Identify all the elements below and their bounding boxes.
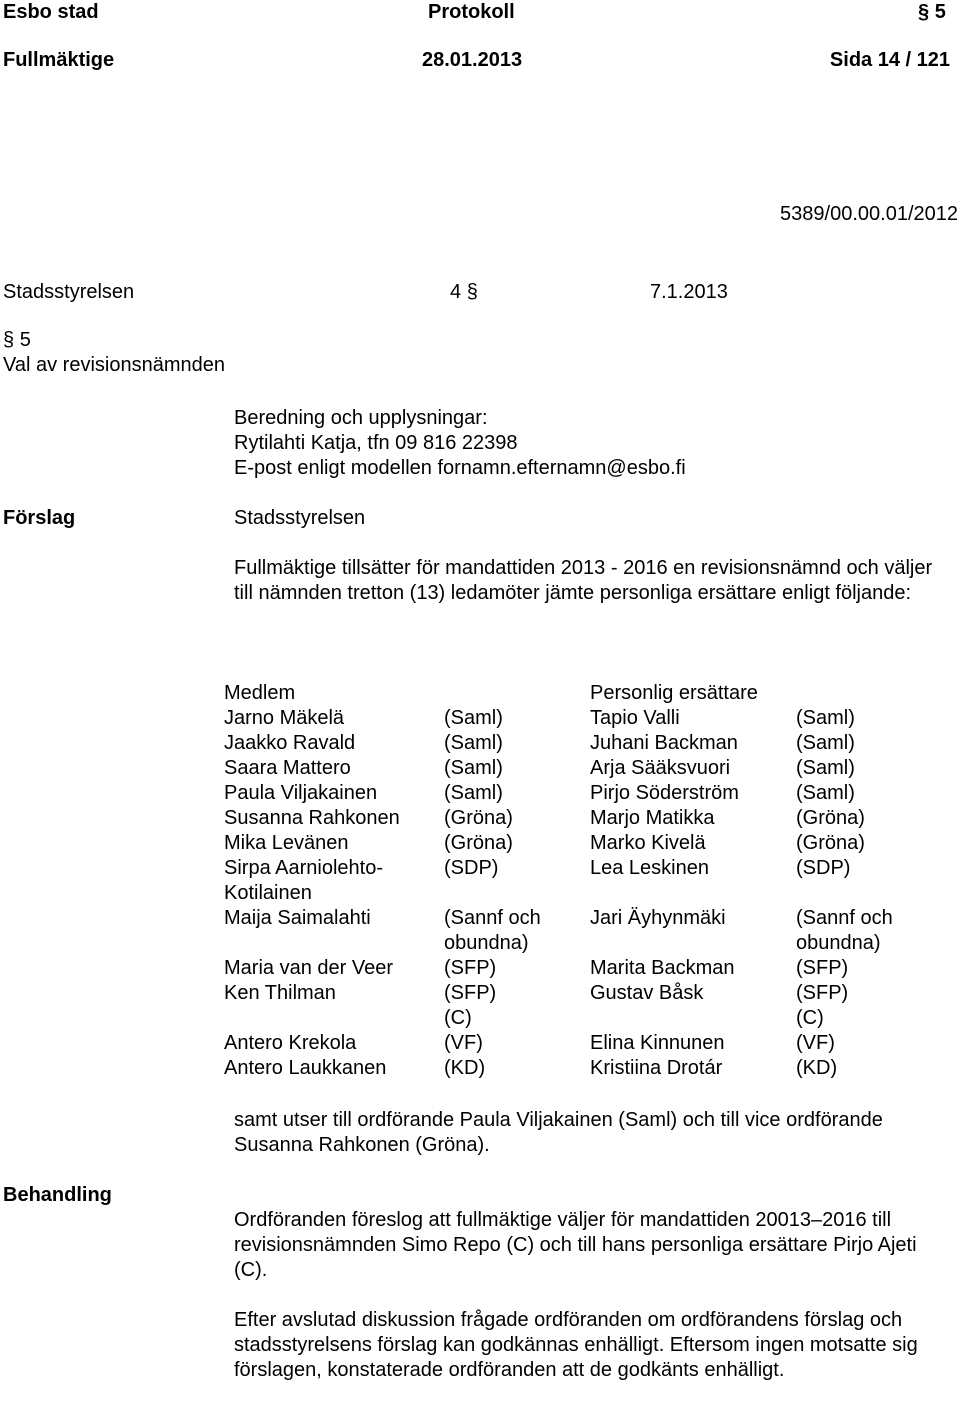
member-name: Susanna Rahkonen xyxy=(224,807,400,829)
substitute-party: (SFP) (C) xyxy=(796,982,849,1029)
section-sign-icon: § xyxy=(466,281,478,303)
section-sign-icon: § xyxy=(918,1,930,23)
table-row xyxy=(224,731,926,756)
member-party: (Saml) xyxy=(444,707,503,729)
section-sign-icon: § xyxy=(3,329,15,351)
header-section-number: 5 xyxy=(934,1,946,23)
member-name: Ken Thilman xyxy=(224,982,336,1004)
table-row xyxy=(224,1056,926,1081)
members-table-header xyxy=(224,681,926,706)
substitute-party: (Saml) xyxy=(796,732,855,754)
item-section xyxy=(3,328,31,353)
preparation-email: E-post enligt modellen fornamn.efternamn@esbo.fi xyxy=(234,457,686,479)
column-header-member: Medlem xyxy=(224,682,296,704)
substitute-name: Marita Backman xyxy=(590,957,735,979)
member-name: Maria van der Veer xyxy=(224,957,393,979)
header-body: Fullmäktige xyxy=(3,49,115,71)
diary-number: 5389/00.00.01/2012 xyxy=(780,203,958,225)
header-page: Sida 14 / 121 xyxy=(829,49,950,71)
member-party: (Saml) xyxy=(444,732,503,754)
proposal-proposer: Stadsstyrelsen xyxy=(234,507,366,529)
substitute-name: Juhani Backman xyxy=(590,732,738,754)
chair-text: samt utser till ordförande Paula Viljakainen (Saml) och till vice ordförande Susanna Rahkonen (Gröna). xyxy=(234,1109,883,1156)
member-party: (KD) xyxy=(444,1057,486,1079)
substitute-party: (SFP) xyxy=(796,957,849,979)
substitute-party: (SDP) xyxy=(796,857,851,879)
header-org: Esbo stad xyxy=(3,1,99,23)
member-party: (Gröna) xyxy=(444,832,513,854)
substitute-name: Marko Kivelä xyxy=(590,832,706,854)
substitute-party: (Saml) xyxy=(796,757,855,779)
member-party: (Saml) xyxy=(444,782,503,804)
members-table xyxy=(224,681,926,1081)
member-name: Maija Saimalahti xyxy=(224,907,371,929)
handling-paragraph-2: Efter avslutad diskussion frågade ordföranden om ordförandens förslag och stadsstyrelsens förslag kan godkännas enhälligt. Eftersom ingen motsatte sig förslagen, konstaterade ordföranden att de godkänts enhälligt. xyxy=(234,1309,918,1381)
substitute-party: (Saml) xyxy=(796,707,855,729)
item-title: Val av revisionsnämnden xyxy=(3,354,225,376)
prior-section-number: 4 xyxy=(450,281,462,303)
substitute-name: Jari Äyhynmäki xyxy=(590,907,726,929)
member-party: (SDP) xyxy=(444,857,499,879)
prior-body: Stadsstyrelsen xyxy=(3,281,135,303)
substitute-name: Tapio Valli xyxy=(590,707,680,729)
member-name: Paula Viljakainen xyxy=(224,782,378,804)
prior-section xyxy=(450,280,478,305)
table-row xyxy=(224,706,926,731)
member-name: Antero Krekola xyxy=(224,1032,357,1054)
member-party: (Sannf och obundna) xyxy=(444,907,541,954)
substitute-name: Marjo Matikka xyxy=(590,807,715,829)
proposal-label: Förslag xyxy=(3,507,76,529)
member-party: (SFP) (C) xyxy=(444,982,497,1029)
table-row xyxy=(224,806,926,831)
column-header-substitute: Personlig ersättare xyxy=(590,682,758,704)
member-name: Sirpa Aarniolehto- Kotilainen xyxy=(224,857,383,904)
member-name: Jarno Mäkelä xyxy=(224,707,345,729)
proposal-text: Fullmäktige tillsätter för mandattiden 2013 - 2016 en revisionsnämnd och väljer till nämnden tretton (13) ledamöter jämte personliga ersättare enligt följande: xyxy=(234,557,933,604)
preparation-label: Beredning och upplysningar: xyxy=(234,407,488,429)
member-name: Mika Levänen xyxy=(224,832,349,854)
preparation-contact: Rytilahti Katja, tfn 09 816 22398 xyxy=(234,432,518,454)
substitute-party: (Gröna) xyxy=(796,832,865,854)
table-row xyxy=(224,1031,926,1056)
substitute-name: Gustav Båsk xyxy=(590,982,704,1004)
substitute-name: Kristiina Drotár xyxy=(590,1057,723,1079)
substitute-party: (KD) xyxy=(796,1057,838,1079)
substitute-name: Pirjo Söderström xyxy=(590,782,739,804)
substitute-name: Arja Sääksvuori xyxy=(590,757,731,779)
substitute-party: (Saml) xyxy=(796,782,855,804)
substitute-name: Lea Leskinen xyxy=(590,857,709,879)
handling-paragraph-1: Ordföranden föreslog att fullmäktige väljer för mandattiden 20013–2016 till revisionsnämnden Simo Repo (C) och till hans personliga ersättare Pirjo Ajeti (C). xyxy=(234,1209,917,1281)
member-party: (Saml) xyxy=(444,757,503,779)
substitute-party: (Sannf och obundna) xyxy=(796,907,893,954)
member-party: (SFP) xyxy=(444,957,497,979)
header-date: 28.01.2013 xyxy=(422,49,523,71)
table-row xyxy=(224,831,926,856)
substitute-name: Elina Kinnunen xyxy=(590,1032,725,1054)
table-row xyxy=(224,756,926,781)
table-row xyxy=(224,956,926,981)
prior-date: 7.1.2013 xyxy=(650,281,728,303)
handling-label: Behandling xyxy=(3,1184,112,1206)
member-party: (VF) xyxy=(444,1032,483,1054)
header-doc-type: Protokoll xyxy=(428,1,515,23)
table-row xyxy=(224,981,926,1031)
item-section-number: 5 xyxy=(19,329,31,351)
member-name: Jaakko Ravald xyxy=(224,732,356,754)
table-row xyxy=(224,906,926,956)
member-name: Antero Laukkanen xyxy=(224,1057,387,1079)
substitute-party: (VF) xyxy=(796,1032,835,1054)
member-party: (Gröna) xyxy=(444,807,513,829)
table-row xyxy=(224,856,926,906)
substitute-party: (Gröna) xyxy=(796,807,865,829)
header-section xyxy=(918,0,946,25)
member-name: Saara Mattero xyxy=(224,757,351,779)
table-row xyxy=(224,781,926,806)
